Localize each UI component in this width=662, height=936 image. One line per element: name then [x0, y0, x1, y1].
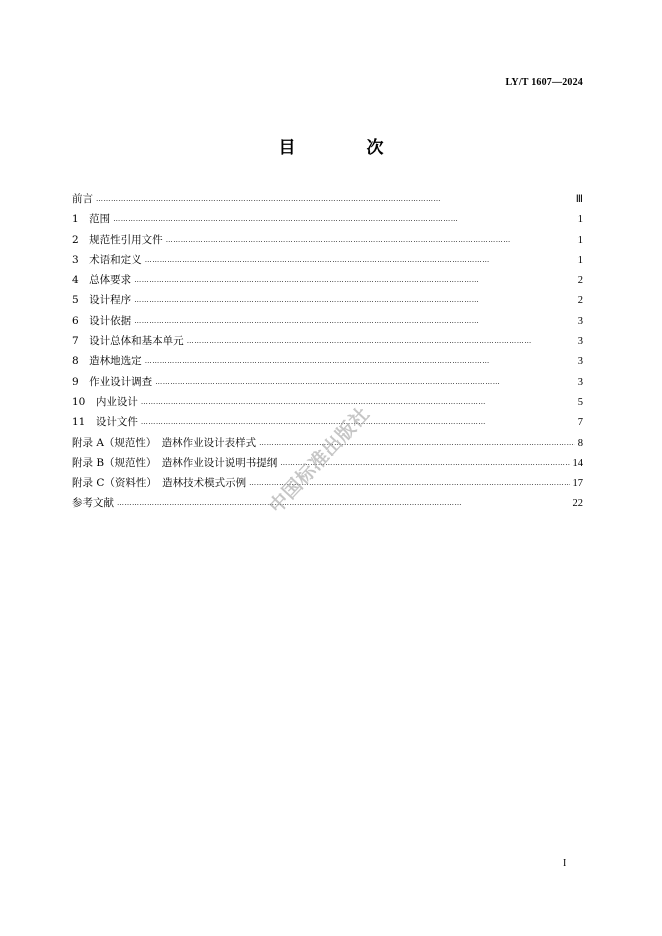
toc-entry-page: 2: [577, 275, 583, 287]
toc-entry[interactable]: [72, 473, 583, 493]
page-number: I: [563, 858, 567, 869]
toc-entry-title: 1 范围: [72, 213, 111, 226]
toc-entry[interactable]: [72, 230, 583, 250]
publisher-watermark: 中国标准出版社: [264, 402, 375, 518]
toc-entry-page: 2: [577, 295, 583, 307]
toc-entry-title: 6 设计依据: [72, 314, 132, 327]
toc-entry-title: 附录 B（规范性） 造林作业设计说明书提纲: [72, 456, 278, 469]
toc-entry[interactable]: [72, 493, 583, 513]
toc-dot-leader: [113, 209, 575, 229]
toc-entry-title: 8 造林地选定: [72, 355, 142, 368]
toc-entry-title: 3 术语和定义: [72, 253, 142, 266]
toc-entry[interactable]: [72, 372, 583, 392]
toc-entry-title: 附录 C（资料性） 造林技术模式示例: [72, 477, 247, 490]
toc-entry[interactable]: [72, 270, 583, 290]
toc-entry-page: 1: [577, 254, 583, 266]
toc-entry[interactable]: [72, 250, 583, 270]
toc-entry-page: Ⅲ: [575, 194, 583, 205]
toc-title: 目 次: [278, 138, 411, 158]
toc-dot-leader: [134, 311, 575, 331]
toc-dot-leader: [259, 433, 575, 453]
toc-entry-page: 5: [577, 396, 583, 408]
toc-entry[interactable]: [72, 209, 583, 229]
toc-entry-title: 2 规范性引用文件: [72, 233, 163, 246]
toc-entry-page: 1: [577, 234, 583, 246]
toc-dot-leader: [96, 189, 573, 209]
toc-entry-title: 10 内业设计: [72, 395, 138, 408]
toc-entry-page: 3: [577, 356, 583, 368]
toc-dot-leader: [145, 351, 575, 371]
toc-dot-leader: [187, 331, 575, 351]
toc-dot-leader: [166, 230, 575, 250]
toc-entry-page: 22: [572, 498, 583, 510]
toc-dot-leader: [155, 372, 575, 392]
toc-dot-leader: [134, 270, 575, 290]
toc-entry-title: 前言: [72, 193, 93, 205]
toc-entry-page: 3: [577, 336, 583, 348]
toc-entry-title: 9 作业设计调查: [72, 375, 153, 388]
toc-dot-leader: [117, 493, 570, 513]
toc-entry-title: 5 设计程序: [72, 294, 132, 307]
standard-code: LY/T 1607—2024: [505, 77, 583, 88]
toc-entry-page: 14: [572, 457, 583, 469]
toc-entry-title: 附录 A（规范性） 造林作业设计表样式: [72, 436, 257, 449]
toc-entry[interactable]: [72, 189, 583, 209]
toc-entry[interactable]: [72, 331, 583, 351]
toc-entry-title: 4 总体要求: [72, 274, 132, 287]
toc-entry[interactable]: [72, 290, 583, 310]
toc-dot-leader: [145, 250, 575, 270]
toc-entry-page: 17: [572, 478, 583, 490]
toc-dot-leader: [134, 290, 575, 310]
toc-entry-title: 7 设计总体和基本单元: [72, 335, 184, 348]
toc-entry-title: 11 设计文件: [72, 416, 138, 429]
toc-entry-page: 7: [577, 417, 583, 429]
toc-entry-page: 1: [577, 214, 583, 226]
toc-entry-page: 3: [577, 315, 583, 327]
toc-entry[interactable]: [72, 392, 583, 412]
toc-entry[interactable]: [72, 351, 583, 371]
toc-entry[interactable]: [72, 311, 583, 331]
toc-entry-page: 3: [577, 376, 583, 388]
toc-entry-title: 参考文献: [72, 497, 114, 510]
toc-entry-page: 8: [577, 437, 583, 449]
